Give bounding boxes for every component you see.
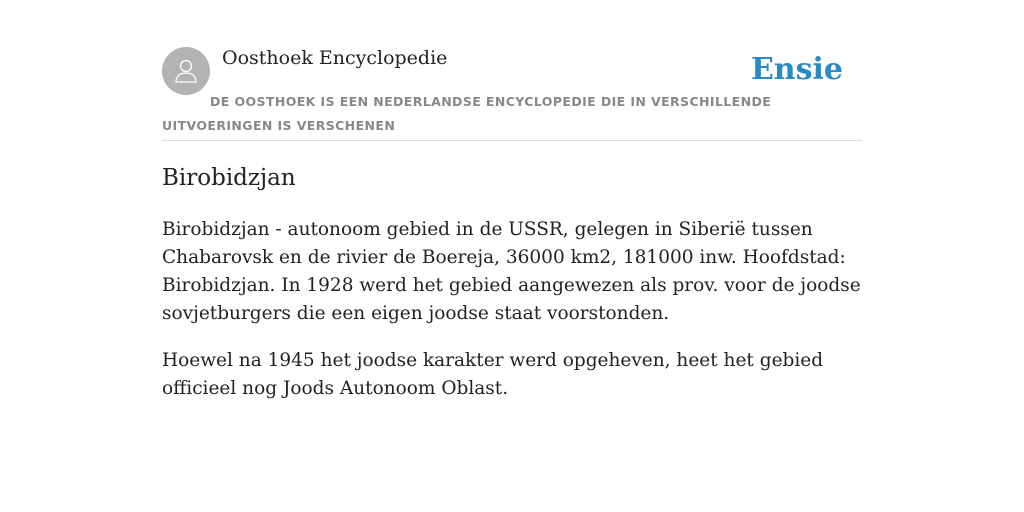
source-header bbox=[162, 46, 862, 141]
article-paragraph: Hoewel na 1945 het joodse karakter werd opgeheven, heet het gebied officieel nog Joods Autonoom Oblast. bbox=[162, 350, 824, 399]
article-title: Birobidzjan bbox=[162, 165, 296, 191]
ensie-logo[interactable]: Ensie bbox=[750, 52, 843, 87]
source-title[interactable]: Oosthoek Encyclopedie bbox=[222, 47, 448, 69]
user-icon bbox=[171, 56, 201, 86]
source-avatar[interactable] bbox=[162, 47, 210, 95]
article-paragraph: Birobidzjan - autonoom gebied in de USSR, gelegen in Siberië tussen Chabarovsk en de rivier de Boereja, 36000 km2, 181000 inw. Hoofdstad: Birobidzjan. In 1928 werd het gebied aangewezen als prov. voor de joodse sovjetburgers die een eigen joodse staat voorstonden. bbox=[162, 219, 861, 324]
source-description: DE OOSTHOEK IS EEN NEDERLANDSE ENCYCLOPEDIE DIE IN VERSCHILLENDE UITVOERINGEN IS VERSCHENEN bbox=[162, 94, 772, 133]
article bbox=[162, 160, 862, 403]
